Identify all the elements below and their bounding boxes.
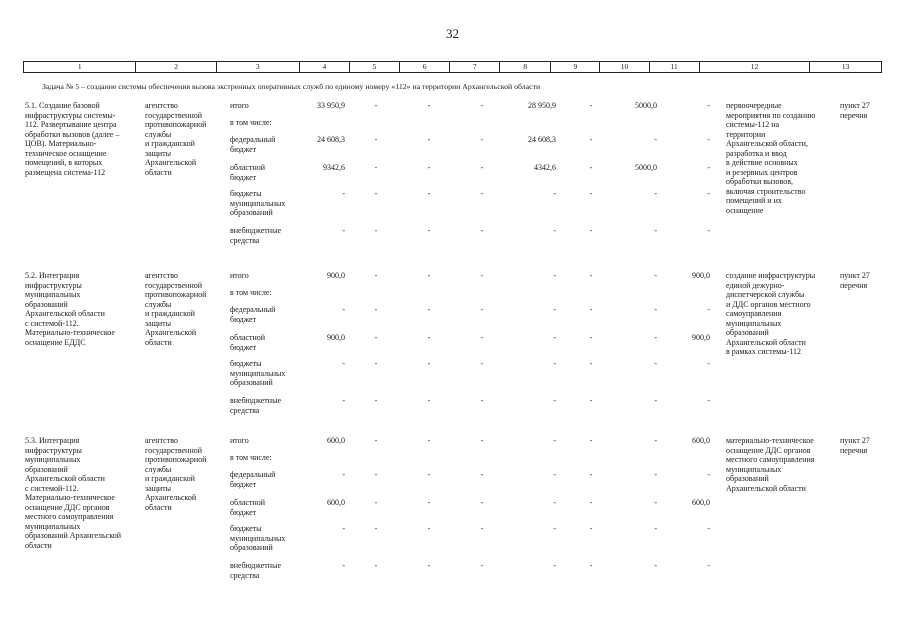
- funding-col4: -: [342, 189, 345, 198]
- funding-col8: -: [553, 561, 556, 570]
- expected-result-line: и ДДС органов местного: [726, 299, 811, 309]
- funding-col5: -: [374, 470, 378, 479]
- expected-result-line: материально-техническое: [726, 436, 814, 445]
- funding-col8: -: [553, 524, 556, 533]
- funding-col10: -: [654, 271, 657, 280]
- activity-name-line: муниципальных: [25, 290, 81, 299]
- executor-line: государственной: [145, 280, 203, 290]
- expected-result-line: муниципальных: [726, 318, 782, 328]
- funding-source-line: итого: [230, 271, 249, 280]
- funding-col7: -: [480, 333, 484, 342]
- funding-col5: -: [374, 135, 378, 144]
- activity-name-line: оснащение ЕДДС: [25, 337, 86, 347]
- funding-col5: -: [374, 305, 378, 314]
- funding-source-line: федеральный: [230, 470, 276, 479]
- funding-col11: -: [707, 359, 710, 368]
- funding-col7: -: [480, 226, 484, 235]
- funding-col10: 5000,0: [635, 101, 657, 110]
- funding-col4: 33 950,9: [317, 101, 345, 110]
- funding-source-line: образований: [230, 378, 273, 387]
- expected-result-line: первоочередные: [726, 101, 782, 110]
- funding-col7: -: [480, 271, 484, 280]
- expected-result-line: мероприятия по созданию: [726, 110, 816, 120]
- funding-col10: -: [654, 524, 657, 533]
- funding-source-line: областной: [230, 498, 266, 507]
- funding-col5: -: [374, 333, 378, 342]
- expected-result-line: системы-112 на: [726, 120, 780, 129]
- funding-col10: -: [654, 226, 657, 235]
- header-col-11: 11: [650, 62, 700, 72]
- funding-col8: -: [553, 189, 556, 198]
- funding-col11: -: [707, 226, 710, 235]
- activity-name-line: 112. Развертывание центра: [25, 120, 117, 129]
- funding-col10: 5000,0: [635, 163, 657, 172]
- expected-result-line: образований: [726, 328, 769, 337]
- header-col-7: 7: [450, 62, 500, 72]
- executor-line: противопожарной: [145, 455, 207, 464]
- funding-col7: -: [480, 101, 484, 110]
- expected-result-line: включая строительство: [726, 186, 806, 196]
- funding-col10: -: [654, 436, 657, 445]
- activity-name-line: местного самоуправления: [25, 512, 114, 521]
- funding-col6: -: [427, 524, 431, 533]
- funding-col11: -: [707, 561, 710, 570]
- header-col-5: 5: [350, 62, 400, 72]
- expected-result-line: территории: [726, 129, 766, 139]
- executor-line: и гражданской: [145, 139, 195, 148]
- funding-col5: -: [374, 359, 378, 368]
- expected-result-line: помещений и их: [726, 196, 782, 205]
- executor-line: и гражданской: [145, 309, 195, 318]
- funding-col7: -: [480, 498, 484, 507]
- funding-source-line: в том числе:: [230, 118, 272, 127]
- header-col-10: 10: [600, 62, 649, 72]
- executor-line: защиты: [145, 318, 172, 328]
- funding-source-line: муниципальных: [230, 368, 286, 378]
- basis-line: перечня: [840, 110, 868, 120]
- funding-col6: -: [427, 359, 431, 368]
- funding-col8: -: [553, 359, 556, 368]
- header-col-8: 8: [500, 62, 551, 72]
- funding-col10: -: [654, 189, 657, 198]
- funding-source-line: бюджет: [230, 172, 257, 182]
- expected-result-line: образований: [726, 474, 769, 483]
- funding-col8: -: [553, 226, 556, 235]
- expected-result-line: оснащение: [726, 205, 764, 215]
- funding-col11: -: [707, 470, 710, 479]
- funding-source-line: бюджет: [230, 144, 257, 154]
- funding-source-line: средства: [230, 570, 260, 580]
- funding-col11: -: [707, 189, 710, 198]
- activity-name-line: 5.3. Интеграция: [25, 436, 80, 445]
- funding-col4: 900,0: [327, 271, 345, 280]
- funding-col4: -: [342, 359, 345, 368]
- activity-name-line: инфраструктуры: [25, 445, 82, 455]
- funding-col6: -: [427, 498, 431, 507]
- funding-col7: -: [480, 359, 484, 368]
- funding-source-line: областной: [230, 163, 266, 172]
- funding-source-line: федеральный: [230, 305, 276, 314]
- expected-result-line: Архангельской области: [726, 337, 806, 347]
- executor-line: и гражданской: [145, 474, 195, 483]
- funding-col7: -: [480, 436, 484, 445]
- funding-col6: -: [427, 333, 431, 342]
- funding-col8: -: [553, 436, 556, 445]
- activity-name-line: образований: [25, 464, 68, 474]
- activity-name-line: муниципальных: [25, 521, 81, 531]
- funding-col5: -: [374, 436, 378, 445]
- activity-name-line: Архангельской области: [25, 309, 105, 318]
- header-col-6: 6: [400, 62, 450, 72]
- funding-col9: -: [589, 470, 593, 479]
- activity-name-line: Материально-техническое: [25, 493, 115, 502]
- funding-col9: -: [589, 561, 593, 570]
- funding-col9: -: [589, 436, 593, 445]
- funding-col6: -: [427, 163, 431, 172]
- funding-source-line: внебюджетные: [230, 396, 281, 405]
- header-col-12: 12: [700, 62, 811, 72]
- funding-source-line: внебюджетные: [230, 561, 281, 570]
- funding-source-line: средства: [230, 235, 260, 245]
- funding-source-line: внебюджетные: [230, 226, 281, 235]
- funding-col5: -: [374, 396, 378, 405]
- funding-col5: -: [374, 163, 378, 172]
- funding-col4: 24 608,3: [317, 135, 345, 144]
- activity-name-line: ЦОВ). Материально-: [25, 139, 97, 148]
- executor-line: защиты: [145, 148, 172, 158]
- funding-col7: -: [480, 396, 484, 405]
- funding-col9: -: [589, 189, 593, 198]
- funding-col10: -: [654, 561, 657, 570]
- funding-col8: 4342,6: [534, 163, 556, 172]
- header-col-4: 4: [300, 62, 350, 72]
- activity-name-line: образований Архангельской: [25, 531, 121, 540]
- funding-source-line: бюджет: [230, 314, 257, 324]
- funding-col11: -: [707, 163, 710, 172]
- funding-source-line: бюджеты: [230, 359, 262, 368]
- executor-line: Архангельской: [145, 328, 197, 337]
- expected-result-line: Архангельской области,: [726, 139, 808, 148]
- funding-col10: -: [654, 135, 657, 144]
- activity-name-line: размещена система-112: [25, 167, 106, 177]
- funding-col8: -: [553, 305, 556, 314]
- activity-name-line: муниципальных: [25, 455, 81, 464]
- funding-col11: 600,0: [692, 498, 710, 507]
- funding-col5: -: [374, 189, 378, 198]
- funding-col9: -: [589, 271, 593, 280]
- funding-col8: 24 608,3: [528, 135, 556, 144]
- funding-col9: -: [589, 524, 593, 533]
- funding-col11: -: [707, 305, 710, 314]
- funding-col5: -: [374, 561, 378, 570]
- funding-source-line: образований: [230, 208, 273, 217]
- funding-col11: -: [707, 524, 710, 533]
- funding-col4: 600,0: [327, 436, 345, 445]
- funding-source-line: в том числе:: [230, 288, 272, 297]
- header-col-2: 2: [136, 62, 216, 72]
- funding-col4: -: [342, 470, 345, 479]
- funding-col5: -: [374, 226, 378, 235]
- expected-result-line: муниципальных: [726, 464, 782, 474]
- funding-col5: -: [374, 524, 378, 533]
- basis-line: перечня: [840, 280, 868, 290]
- column-number-header: [23, 61, 882, 73]
- funding-col4: 900,0: [327, 333, 345, 342]
- funding-col6: -: [427, 470, 431, 479]
- funding-col6: -: [427, 226, 431, 235]
- funding-source-line: областной: [230, 333, 266, 342]
- funding-col9: -: [589, 226, 593, 235]
- funding-col11: -: [707, 135, 710, 144]
- executor-line: государственной: [145, 110, 203, 120]
- expected-result-line: единой дежурно-: [726, 280, 785, 290]
- funding-source-line: бюджеты: [230, 189, 262, 198]
- activity-name-line: помещений, в которых: [25, 158, 103, 167]
- funding-col7: -: [480, 305, 484, 314]
- funding-col6: -: [427, 436, 431, 445]
- funding-col4: -: [342, 305, 345, 314]
- expected-result-line: Архангельской области: [726, 483, 806, 493]
- activity-name-line: с системой-112.: [25, 483, 79, 493]
- funding-col7: -: [480, 135, 484, 144]
- funding-col10: -: [654, 333, 657, 342]
- funding-col6: -: [427, 396, 431, 405]
- funding-col6: -: [427, 271, 431, 280]
- executor-line: агентство: [145, 436, 178, 445]
- funding-col6: -: [427, 189, 431, 198]
- activity-name-line: обработки вызовов (далее –: [25, 129, 120, 139]
- funding-source-line: федеральный: [230, 135, 276, 144]
- funding-col11: 600,0: [692, 436, 710, 445]
- funding-source-line: бюджет: [230, 342, 257, 352]
- funding-col9: -: [589, 163, 593, 172]
- basis-line: пункт 27: [840, 101, 870, 110]
- expected-result-line: местного самоуправления: [726, 455, 815, 464]
- funding-source-line: муниципальных: [230, 198, 286, 208]
- funding-col5: -: [374, 271, 378, 280]
- funding-col4: 600,0: [327, 498, 345, 507]
- expected-result-line: оснащение ДДС органов: [726, 445, 811, 455]
- activity-name-line: техническое оснащение: [25, 148, 107, 158]
- basis-line: пункт 27: [840, 436, 870, 445]
- executor-line: защиты: [145, 483, 172, 493]
- task-title: Задача № 5 – создание системы обеспечения вызова экстренных оперативных служб по единому номеру «112» на территории Архангельской области: [42, 82, 541, 91]
- expected-result-line: создание инфраструктуры: [726, 271, 816, 280]
- executor-line: Архангельской: [145, 493, 197, 502]
- header-col-1: 1: [24, 62, 136, 72]
- expected-result-line: и резервных центров: [726, 167, 798, 177]
- funding-col5: -: [374, 498, 378, 507]
- funding-col6: -: [427, 101, 431, 110]
- funding-source-line: муниципальных: [230, 533, 286, 543]
- funding-col7: -: [480, 524, 484, 533]
- executor-line: государственной: [145, 445, 203, 455]
- funding-col10: -: [654, 305, 657, 314]
- funding-col4: 9342,6: [323, 163, 345, 172]
- executor-line: агентство: [145, 101, 178, 110]
- activity-name-line: Материально-техническое: [25, 328, 115, 337]
- header-col-3: 3: [217, 62, 300, 72]
- funding-source-line: средства: [230, 405, 260, 415]
- executor-line: противопожарной: [145, 120, 207, 129]
- activity-name-line: области: [25, 540, 52, 550]
- funding-col9: -: [589, 359, 593, 368]
- basis-line: перечня: [840, 445, 868, 455]
- funding-source-line: в том числе:: [230, 453, 272, 462]
- activity-name-line: 5.2. Интеграция: [25, 271, 80, 280]
- executor-line: противопожарной: [145, 290, 207, 299]
- funding-source-line: бюджет: [230, 507, 257, 517]
- executor-line: Архангельской: [145, 158, 197, 167]
- funding-col9: -: [589, 305, 593, 314]
- funding-col4: -: [342, 524, 345, 533]
- executor-line: службы: [145, 464, 172, 474]
- funding-col10: -: [654, 470, 657, 479]
- activity-name-line: Архангельской области: [25, 474, 105, 483]
- header-col-13: 13: [841, 62, 850, 71]
- funding-col11: -: [707, 396, 710, 405]
- activity-name-line: оснащение ДДС органов: [25, 502, 110, 512]
- expected-result-line: разработка и ввод: [726, 148, 787, 158]
- activity-name-line: инфраструктуры системы-: [25, 110, 116, 120]
- funding-col4: -: [342, 226, 345, 235]
- executor-line: службы: [145, 299, 172, 309]
- funding-col7: -: [480, 561, 484, 570]
- funding-col8: -: [553, 396, 556, 405]
- page-number: 32: [446, 26, 459, 41]
- funding-col9: -: [589, 396, 593, 405]
- funding-col9: -: [589, 101, 593, 110]
- executor-line: агентство: [145, 271, 178, 280]
- funding-col11: -: [707, 101, 710, 110]
- funding-col10: -: [654, 498, 657, 507]
- funding-source-line: итого: [230, 101, 249, 110]
- activity-name-line: 5.1. Создание базовой: [25, 101, 100, 110]
- funding-source-line: бюджет: [230, 479, 257, 489]
- funding-source-line: бюджеты: [230, 524, 262, 533]
- funding-col11: 900,0: [692, 333, 710, 342]
- funding-col6: -: [427, 305, 431, 314]
- funding-col7: -: [480, 189, 484, 198]
- basis-line: пункт 27: [840, 271, 870, 280]
- funding-col11: 900,0: [692, 271, 710, 280]
- funding-col7: -: [480, 163, 484, 172]
- header-col-9: 9: [551, 62, 600, 72]
- executor-line: области: [145, 502, 172, 512]
- funding-source-line: итого: [230, 436, 249, 445]
- funding-col8: -: [553, 470, 556, 479]
- funding-col4: -: [342, 561, 345, 570]
- funding-col8: -: [553, 333, 556, 342]
- funding-col9: -: [589, 135, 593, 144]
- funding-col6: -: [427, 561, 431, 570]
- funding-source-line: образований: [230, 543, 273, 552]
- funding-col8: 28 950,9: [528, 101, 556, 110]
- expected-result-line: обработки вызовов,: [726, 177, 794, 186]
- expected-result-line: в рамках системы-112: [726, 347, 801, 356]
- expected-result-line: в действие основных: [726, 158, 798, 167]
- funding-col6: -: [427, 135, 431, 144]
- activity-name-line: образований: [25, 299, 68, 309]
- expected-result-line: диспетчерской службы: [726, 290, 805, 299]
- expected-result-line: самоуправления: [726, 309, 782, 318]
- funding-col4: -: [342, 396, 345, 405]
- funding-col9: -: [589, 498, 593, 507]
- funding-col5: -: [374, 101, 378, 110]
- funding-col8: -: [553, 271, 556, 280]
- executor-line: области: [145, 337, 172, 347]
- activity-name-line: с системой-112.: [25, 318, 79, 328]
- funding-col7: -: [480, 470, 484, 479]
- funding-col10: -: [654, 396, 657, 405]
- funding-col10: -: [654, 359, 657, 368]
- funding-col9: -: [589, 333, 593, 342]
- funding-col8: -: [553, 498, 556, 507]
- activity-name-line: инфраструктуры: [25, 280, 82, 290]
- executor-line: службы: [145, 129, 172, 139]
- executor-line: области: [145, 167, 172, 177]
